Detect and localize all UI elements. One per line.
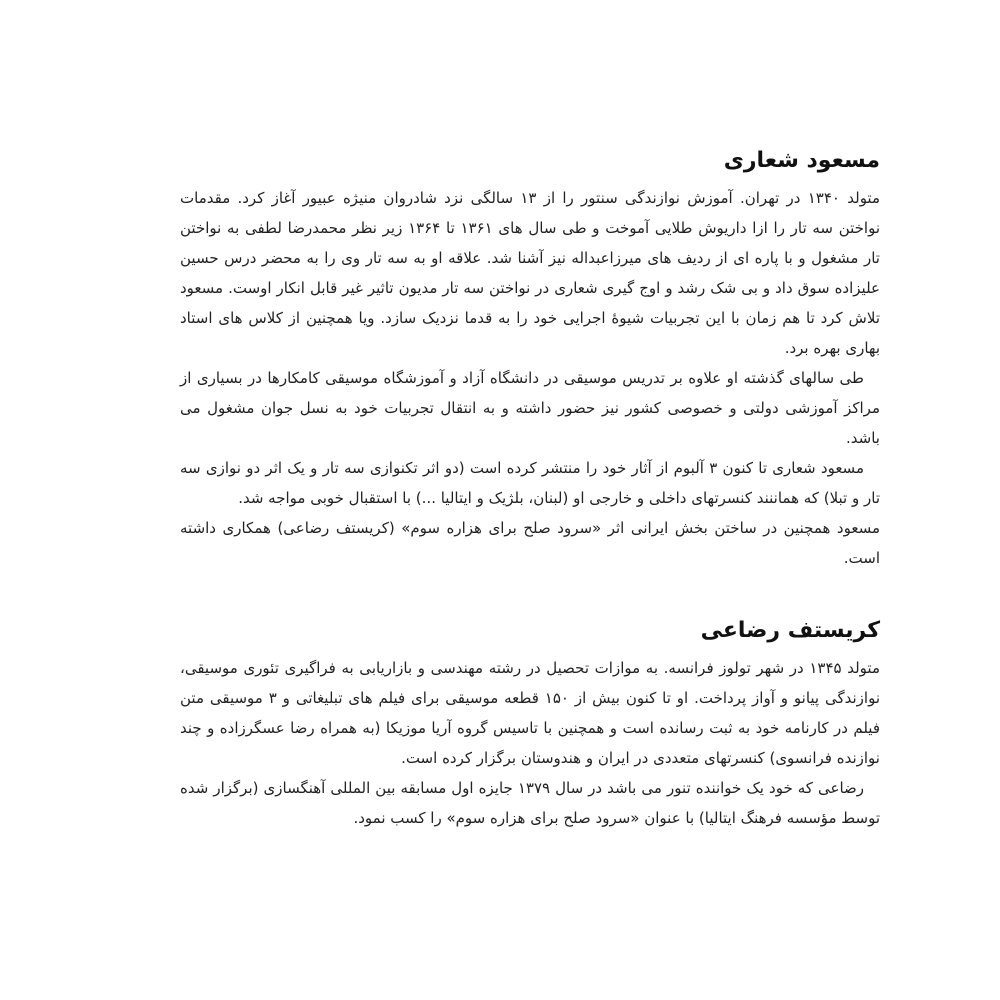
section-title: کریستف رضاعی: [700, 618, 880, 643]
paragraph: طی سالهای گذشته او علاوه بر تدریس موسیقی در دانشگاه آزاد و آموزشگاه موسیقی کامکارها در بسیاری از مراکز آموزشی دولتی و خصوصی کشور نیز حضور داشته و به انتقال تجربیات خود به نسل جوان مشغول می باشد.: [180, 369, 880, 447]
biography-christophe-rezai: [180, 613, 880, 833]
biography-masoud-shoari: [180, 143, 880, 573]
paragraph: متولد ۱۳۴۰ در تهران. آموزش نوازندگی سنتور را از ۱۳ سالگی نزد شادروان منیژه عبیور آغاز کرد. مقدمات نواختن سه تار را ازا داریوش طلایی آموخت و طی سال های ۱۳۶۱ تا ۱۳۶۴ زیر نظر محمدرضا لطفی به نواختن تار مشغول و با پاره ای از ردیف های میرزاعبداله نیز آشنا شد. علاقه او به سه تار وی را به محضر درس حسین علیزاده سوق داد و بی شک رشد و اوج گیری شعاری در نواختن سه تار مدیون تاثیر غیر قابل انکار اوست. مسعود تلاش کرد تا هم زمان با این تجربیات شیوهٔ اجرایی خود را به قدما نزدیک سازد. ویا همچنین از کلاس های استاد بهاری بهره برد.: [180, 189, 881, 357]
paragraph: رضاعی که خود یک خواننده تنور می باشد در سال ۱۳۷۹ جایزه اول مسابقه بین المللی آهنگسازی (برگزار شده توسط مؤسسه فرهنگ ایتالیا) با عنوان «سرود صلح برای هزاره سوم» را کسب نمود.: [180, 779, 880, 827]
paragraph: متولد ۱۳۴۵ در شهر تولوز فرانسه. به موازات تحصیل در رشته مهندسی و بازاریابی به فراگیری تئوری موسیقی، نوازندگی پیانو و آواز پرداخت. او تا کنون بیش از ۱۵۰ قطعه موسیقی برای فیلم های تبلیغاتی و ۳ موسیقی متن فیلم در کارنامه خود به ثبت رسانده است و همچنین با تاسیس گروه آریا موزیکا (به همراه رضا عسگرزاده و چند نوازنده فرانسوی) کنسرتهای متعددی در ایران و هندوستان برگزار کرده است.: [180, 659, 881, 767]
paragraph: مسعود همچنین در ساختن بخش ایرانی اثر «سرود صلح برای هزاره سوم» (کریستف رضاعی) همکاری داشته است.: [180, 519, 880, 567]
section-title: مسعود شعاری: [723, 148, 880, 173]
paragraph: مسعود شعاری تا کنون ۳ آلبوم از آثار خود را منتشر کرده است (دو اثر تکنوازی سه تار و یک اثر دو نوازی سه تار و تبلا) که هماننند کنسرتهای داخلی و خارجی او (لبنان، بلژیک و ایتالیا ...) با استقبال خوبی مواجه شد.: [180, 459, 880, 507]
